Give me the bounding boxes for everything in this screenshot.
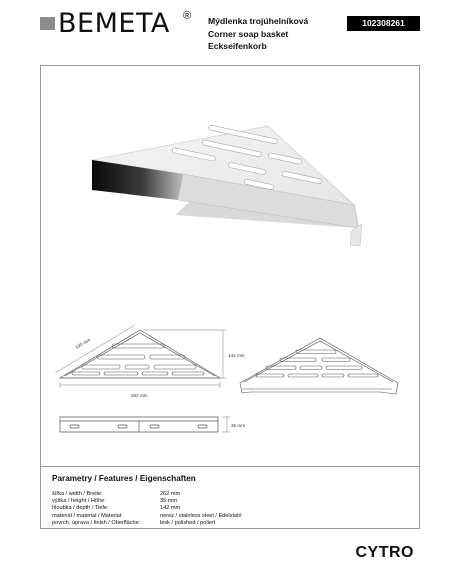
dim-width: 262 mm [131,393,148,398]
dim-side: 190 mm [74,337,92,351]
perspective-drawing [240,338,398,394]
parameters-table [52,491,241,527]
param-value: lesk / polished / poliert [160,519,216,526]
side-view-drawing [60,417,230,432]
registered-mark: ® [183,10,192,22]
param-label: šířka / width / Breite: [52,491,103,497]
param-value: 35 mm [160,498,178,505]
title-cz: Mýdlenka trojúhelníková [208,16,309,26]
param-label: povrch. úprava / finish / Oberfläche: [52,519,141,526]
section-divider [41,466,419,467]
param-row [52,498,241,505]
param-row [52,505,241,512]
top-view-drawing [55,325,226,388]
product-code: 102308261 [347,16,420,31]
dim-height: 35 mm [231,423,246,428]
product-photo [92,125,362,246]
param-value: 142 mm [160,505,181,512]
param-label: materiál / material / Material: [52,512,123,519]
dim-depth: 142 mm [228,353,245,358]
param-row [52,513,241,520]
param-label: výška / height / Höhe: [52,498,106,505]
parameters-title: Parametry / Features / Eigenschaften [52,474,196,483]
brand-logo: BEMETA [58,8,170,39]
param-value: 262 mm [160,491,181,497]
title-en: Corner soap basket [208,28,289,39]
title-de: Eckseifenkorb [208,41,267,51]
param-row [52,520,241,527]
product-series: CYTRO [355,544,414,561]
param-row [52,491,241,498]
param-label: hloubka / depth / Tiefe: [52,505,109,512]
param-value: nerez / stainless steel / Edelstahl [160,512,242,519]
